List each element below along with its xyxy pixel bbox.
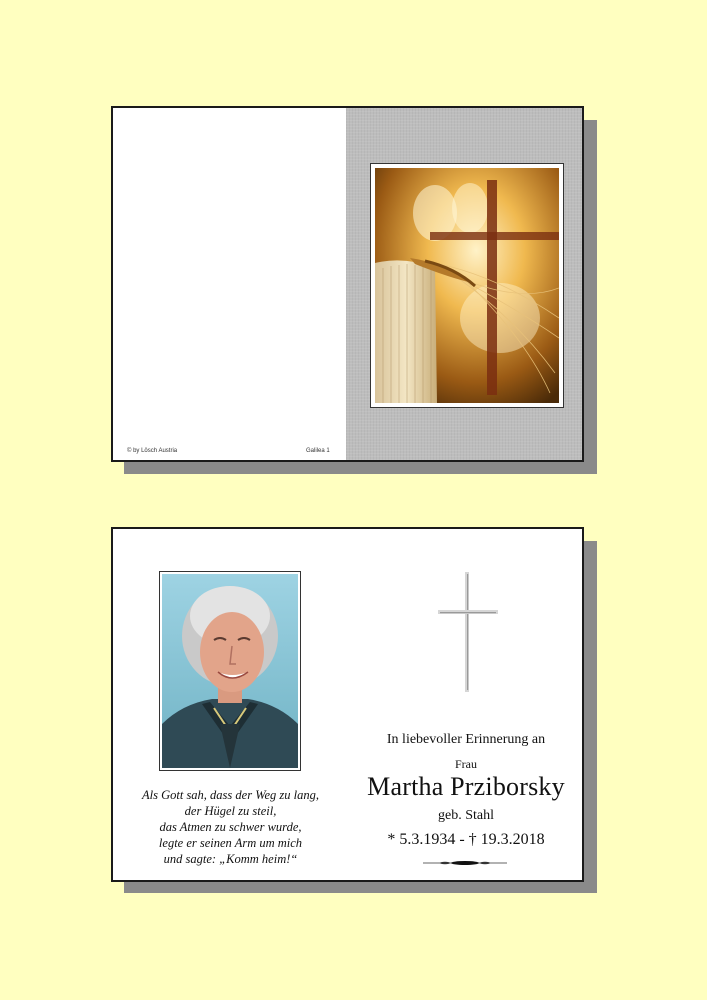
poem-line: das Atmen zu schwer wurde,	[159, 820, 302, 834]
ornament-divider-icon	[423, 860, 507, 866]
card-cover-panel	[346, 108, 582, 460]
cover-photo-frame	[370, 163, 564, 408]
maiden-name: geb. Stahl	[438, 808, 494, 823]
deceased-name: Martha Prziborsky	[367, 772, 565, 801]
memory-line: In liebevoller Erinnerung an	[386, 732, 546, 747]
life-dates: * 5.3.1934 - † 19.3.2018	[387, 831, 545, 848]
poem-line: der Hügel zu steil,	[184, 804, 277, 818]
portrait-photo-icon	[162, 574, 298, 768]
portrait-frame	[159, 571, 301, 771]
card-inside	[111, 527, 584, 882]
cross-icon	[438, 572, 498, 692]
model-name: Galilea 1	[306, 448, 330, 454]
poem-line: und sagte: „Komm heim!“	[163, 852, 298, 866]
poem-line: Als Gott sah, dass der Weg zu lang,	[142, 788, 319, 802]
memorial-poem	[123, 787, 338, 867]
card-back-panel	[113, 108, 346, 460]
copyright-text: © by Lösch Austria	[127, 448, 178, 454]
wheat-book-cross-icon	[375, 168, 559, 403]
poem-line: legte er seinen Arm um mich	[158, 836, 303, 850]
card-front-back	[111, 106, 584, 462]
salutation: Frau	[455, 757, 477, 771]
